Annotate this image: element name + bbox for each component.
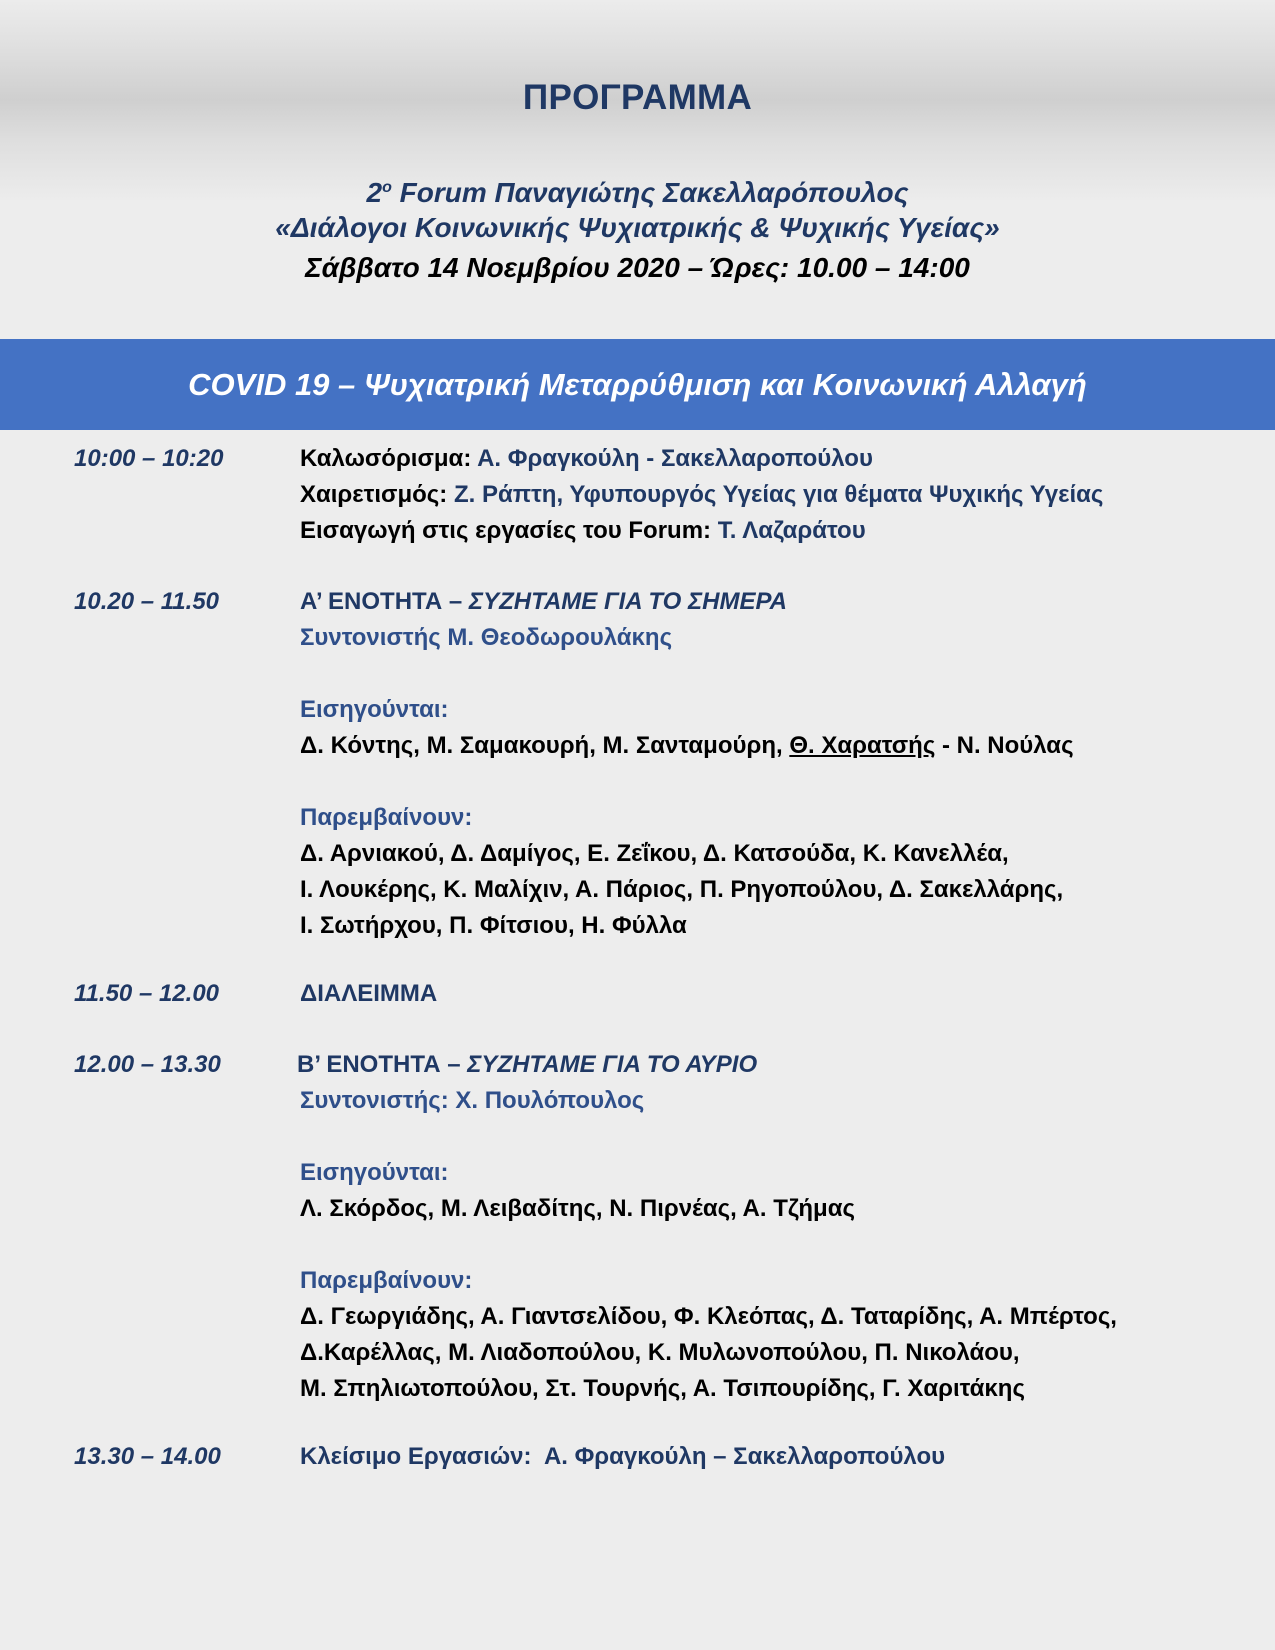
forum-subtitle: «Διάλογοι Κοινωνικής Ψυχιατρικής & Ψυχικής Υγείας»	[275, 212, 1000, 243]
forum-title	[0, 168, 1275, 213]
section-topic: ΣΥΖΗΤΑΜΕ ΓΙΑ ΤΟ ΑΥΡΙΟ	[467, 1051, 758, 1078]
speakers-label: Εισηγούνται:	[300, 1159, 449, 1186]
slot-body	[300, 584, 1074, 944]
moderator: Συντονιστής: Χ. Πουλόπουλος	[300, 1087, 645, 1114]
break-label: ΔΙΑΛΕΙΜΜΑ	[300, 980, 438, 1007]
welcome-line	[300, 441, 1103, 477]
slot-body	[300, 441, 1103, 549]
section-label: Β’ ΕΝΟΤΗΤΑ –	[297, 1051, 468, 1078]
moderator: Συντονιστής Μ. Θεοδωρουλάκης	[300, 624, 673, 651]
forum-name: Forum Παναγιώτης Σακελλαρόπουλος	[391, 177, 909, 208]
event-date: Σάββατο 14 Νοεμβρίου 2020 – Ώρες: 10.00 – 14:00	[305, 252, 970, 283]
discussants-line: Δ. Γεωργιάδης, Α. Γιαντσελίδου, Φ. Κλεόπας, Δ. Ταταρίδης, Α. Μπέρτος,	[300, 1303, 1117, 1330]
discussants-line: Μ. Σπηλιωτοπούλου, Στ. Τουρνής, Α. Τσιπουρίδης, Γ. Χαριτάκης	[300, 1375, 1025, 1402]
theme-banner	[0, 339, 1275, 430]
page-title: ΠΡΟΓΡΑΜΜΑ	[522, 78, 753, 117]
section-heading	[300, 584, 1074, 620]
slot-body	[300, 976, 437, 1012]
line-label: Χαιρετισμός:	[300, 481, 454, 508]
slot-time: 12.00 – 13.30	[74, 1051, 221, 1078]
theme-banner-text: COVID 19 – Ψυχιατρική Μεταρρύθμιση και Κοινωνική Αλλαγή	[188, 366, 1087, 402]
discussants-label: Παρεμβαίνουν:	[300, 1267, 473, 1294]
discussants-line: Δ. Αρνιακού, Δ. Δαμίγος, Ε. Ζεΐκου, Δ. Κατσούδα, Κ. Κανελλέα,	[300, 840, 1009, 867]
slot-time: 10.20 – 11.50	[74, 588, 220, 615]
closing-label: Κλείσιμο Εργασιών: Α. Φραγκούλη – Σακελλαροπούλου	[300, 1443, 946, 1470]
speakers-pre: Δ. Κόντης, Μ. Σαμακουρή, Μ. Σανταμούρη,	[300, 732, 790, 759]
line-value: Ζ. Ράπτη, Υφυπουργός Υγείας για θέματα Ψυχικής Υγείας	[453, 481, 1104, 508]
line-value: Α. Φραγκούλη - Σακελλαροπούλου	[477, 445, 873, 472]
slot-time: 10:00 – 10:20	[74, 445, 224, 472]
slot-body	[297, 1047, 1117, 1407]
line-label: Καλωσόρισμα:	[300, 445, 478, 472]
section-label: Α’ ΕΝΟΤΗΤΑ –	[300, 588, 469, 615]
slot-time: 11.50 – 12.00	[74, 980, 220, 1007]
speaker-underlined: Θ. Χαρατσής	[789, 732, 936, 759]
speakers-post: - Ν. Νούλας	[935, 732, 1074, 759]
slot-time: 13.30 – 14.00	[74, 1443, 221, 1470]
intro-line	[300, 513, 1103, 549]
forum-number: 2	[366, 177, 383, 208]
speakers-list	[300, 728, 1074, 764]
line-value: Τ. Λαζαράτου	[717, 517, 866, 544]
discussants-label: Παρεμβαίνουν:	[300, 804, 473, 831]
section-heading	[297, 1047, 1117, 1083]
slot-body	[300, 1439, 945, 1475]
section-topic: ΣΥΖΗΤΑΜΕ ΓΙΑ ΤΟ ΣΗΜΕΡΑ	[468, 588, 788, 615]
line-label: Εισαγωγή στις εργασίες του Forum:	[300, 517, 718, 544]
speakers-label: Εισηγούνται:	[300, 696, 449, 723]
forum-ordinal: ο	[382, 179, 392, 196]
discussants-line: Δ.Καρέλλας, Μ. Λιαδοπούλου, Κ. Μυλωνοπούλου, Π. Νικολάου,	[300, 1339, 1020, 1366]
discussants-line: Ι. Σωτήρχου, Π. Φίτσιου, Η. Φύλλα	[300, 912, 687, 939]
discussants-line: Ι. Λουκέρης, Κ. Μαλίχιν, Α. Πάριος, Π. Ρηγοπούλου, Δ. Σακελλάρης,	[300, 876, 1064, 903]
greeting-line	[300, 477, 1103, 513]
speakers-list: Λ. Σκόρδος, Μ. Λειβαδίτης, Ν. Πιρνέας, Α. Τζήμας	[300, 1195, 855, 1222]
